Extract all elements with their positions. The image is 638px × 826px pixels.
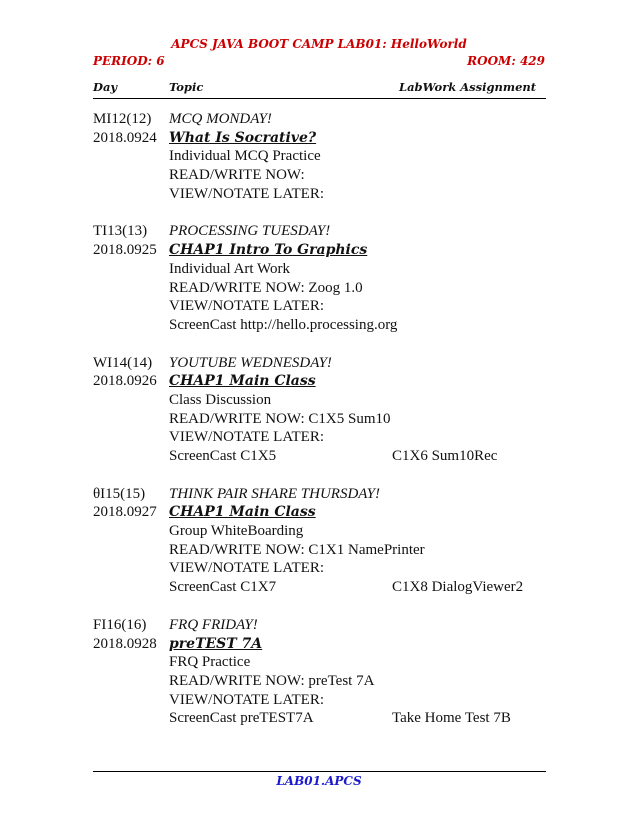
activity-line: [93, 691, 553, 710]
day-heading-line: [93, 110, 553, 129]
document-title: APCS JAVA BOOT CAMP LAB01: HelloWorld: [171, 37, 467, 51]
day-heading-line: [93, 354, 553, 373]
activity-text: READ/WRITE NOW: preTest 7A: [169, 672, 375, 689]
column-header-topic: Topic: [169, 80, 204, 94]
day-heading-line: [93, 485, 553, 504]
activity-text: READ/WRITE NOW:: [169, 167, 305, 184]
activity-line: [93, 410, 553, 429]
day-name: THINK PAIR SHARE THURSDAY!: [169, 485, 380, 502]
activity-line: [93, 297, 553, 316]
activity-text: FRQ Practice: [169, 654, 251, 671]
activity-line: [93, 260, 553, 279]
day-date: 2018.0928: [93, 635, 157, 652]
day-heading-line: [93, 616, 553, 635]
activity-line: [93, 578, 553, 597]
day-topic-line: [93, 503, 553, 522]
activity-line: [93, 185, 553, 204]
day-topic: CHAP1 Intro To Graphics: [169, 242, 368, 259]
activity-text: Group WhiteBoarding: [169, 523, 304, 540]
activity-line: [93, 279, 553, 298]
activity-line: [93, 428, 553, 447]
activity-text: ScreenCast C1X7: [169, 579, 277, 596]
room-label: ROOM: 429: [467, 54, 545, 68]
schedule-list: [93, 110, 553, 747]
day-code: θI15(15): [93, 485, 146, 502]
activity-line: [93, 559, 553, 578]
activity-text: READ/WRITE NOW: Zoog 1.0: [169, 279, 363, 296]
day-topic: CHAP1 Main Class: [169, 373, 316, 390]
column-header-day: Day: [93, 80, 118, 94]
activity-line: [93, 541, 553, 560]
period-label: PERIOD: 6: [93, 54, 165, 68]
day-code: FI16(16): [93, 616, 147, 633]
labwork-assignment: C1X6 Sum10Rec: [392, 448, 498, 464]
day-name: YOUTUBE WEDNESDAY!: [169, 354, 332, 371]
activity-line: [93, 522, 553, 541]
activity-text: Individual MCQ Practice: [169, 148, 321, 165]
day-name: MCQ MONDAY!: [169, 111, 272, 127]
footer-label: LAB01.APCS: [276, 774, 362, 788]
activity-text: ScreenCast C1X5: [169, 448, 277, 464]
activity-line: [93, 316, 553, 335]
day-topic-line: [93, 129, 553, 148]
day-topic: preTEST 7A: [169, 635, 263, 652]
day-date: 2018.0926: [93, 373, 157, 390]
activity-line: [93, 672, 553, 691]
activity-text: VIEW/NOTATE LATER:: [169, 429, 325, 446]
day-block: [93, 485, 553, 597]
day-topic-line: [93, 635, 553, 654]
day-code: TI13(13): [93, 223, 148, 240]
labwork-assignment: Take Home Test 7B: [392, 710, 511, 727]
activity-text: VIEW/NOTATE LATER:: [169, 185, 325, 202]
footer-divider: [93, 771, 546, 772]
day-name: FRQ FRIDAY!: [169, 616, 258, 633]
day-code: WI14(14): [93, 354, 153, 371]
activity-line: [93, 391, 553, 410]
day-topic-line: [93, 241, 553, 260]
activity-text: ScreenCast http://hello.processing.org: [169, 316, 398, 333]
labwork-assignment: C1X8 DialogViewer2: [392, 579, 524, 596]
day-block: [93, 354, 553, 466]
activity-line: [93, 653, 553, 672]
day-date: 2018.0925: [93, 242, 157, 259]
day-code: MI12(12): [93, 111, 152, 127]
day-heading-line: [93, 222, 553, 241]
day-date: 2018.0927: [93, 504, 157, 521]
activity-text: VIEW/NOTATE LATER:: [169, 691, 325, 708]
day-block: [93, 222, 553, 334]
activity-text: READ/WRITE NOW: C1X1 NamePrinter: [169, 541, 425, 558]
column-header-labwork: LabWork Assignment: [399, 80, 537, 94]
activity-text: READ/WRITE NOW: C1X5 Sum10: [169, 410, 391, 427]
day-name: PROCESSING TUESDAY!: [169, 223, 331, 240]
day-topic: CHAP1 Main Class: [169, 504, 316, 521]
activity-line: [93, 147, 553, 166]
activity-line: [93, 709, 553, 728]
activity-line: [93, 166, 553, 185]
activity-line: [93, 447, 553, 466]
day-topic: What Is Socrative?: [169, 129, 317, 146]
activity-text: VIEW/NOTATE LATER:: [169, 560, 325, 577]
day-block: [93, 616, 553, 728]
activity-text: Individual Art Work: [169, 260, 291, 277]
column-header-row: [93, 80, 546, 99]
activity-text: Class Discussion: [169, 391, 272, 408]
day-block: [93, 110, 553, 203]
day-topic-line: [93, 372, 553, 391]
activity-text: ScreenCast preTEST7A: [169, 710, 314, 727]
day-date: 2018.0924: [93, 129, 157, 146]
activity-text: VIEW/NOTATE LATER:: [169, 298, 325, 315]
